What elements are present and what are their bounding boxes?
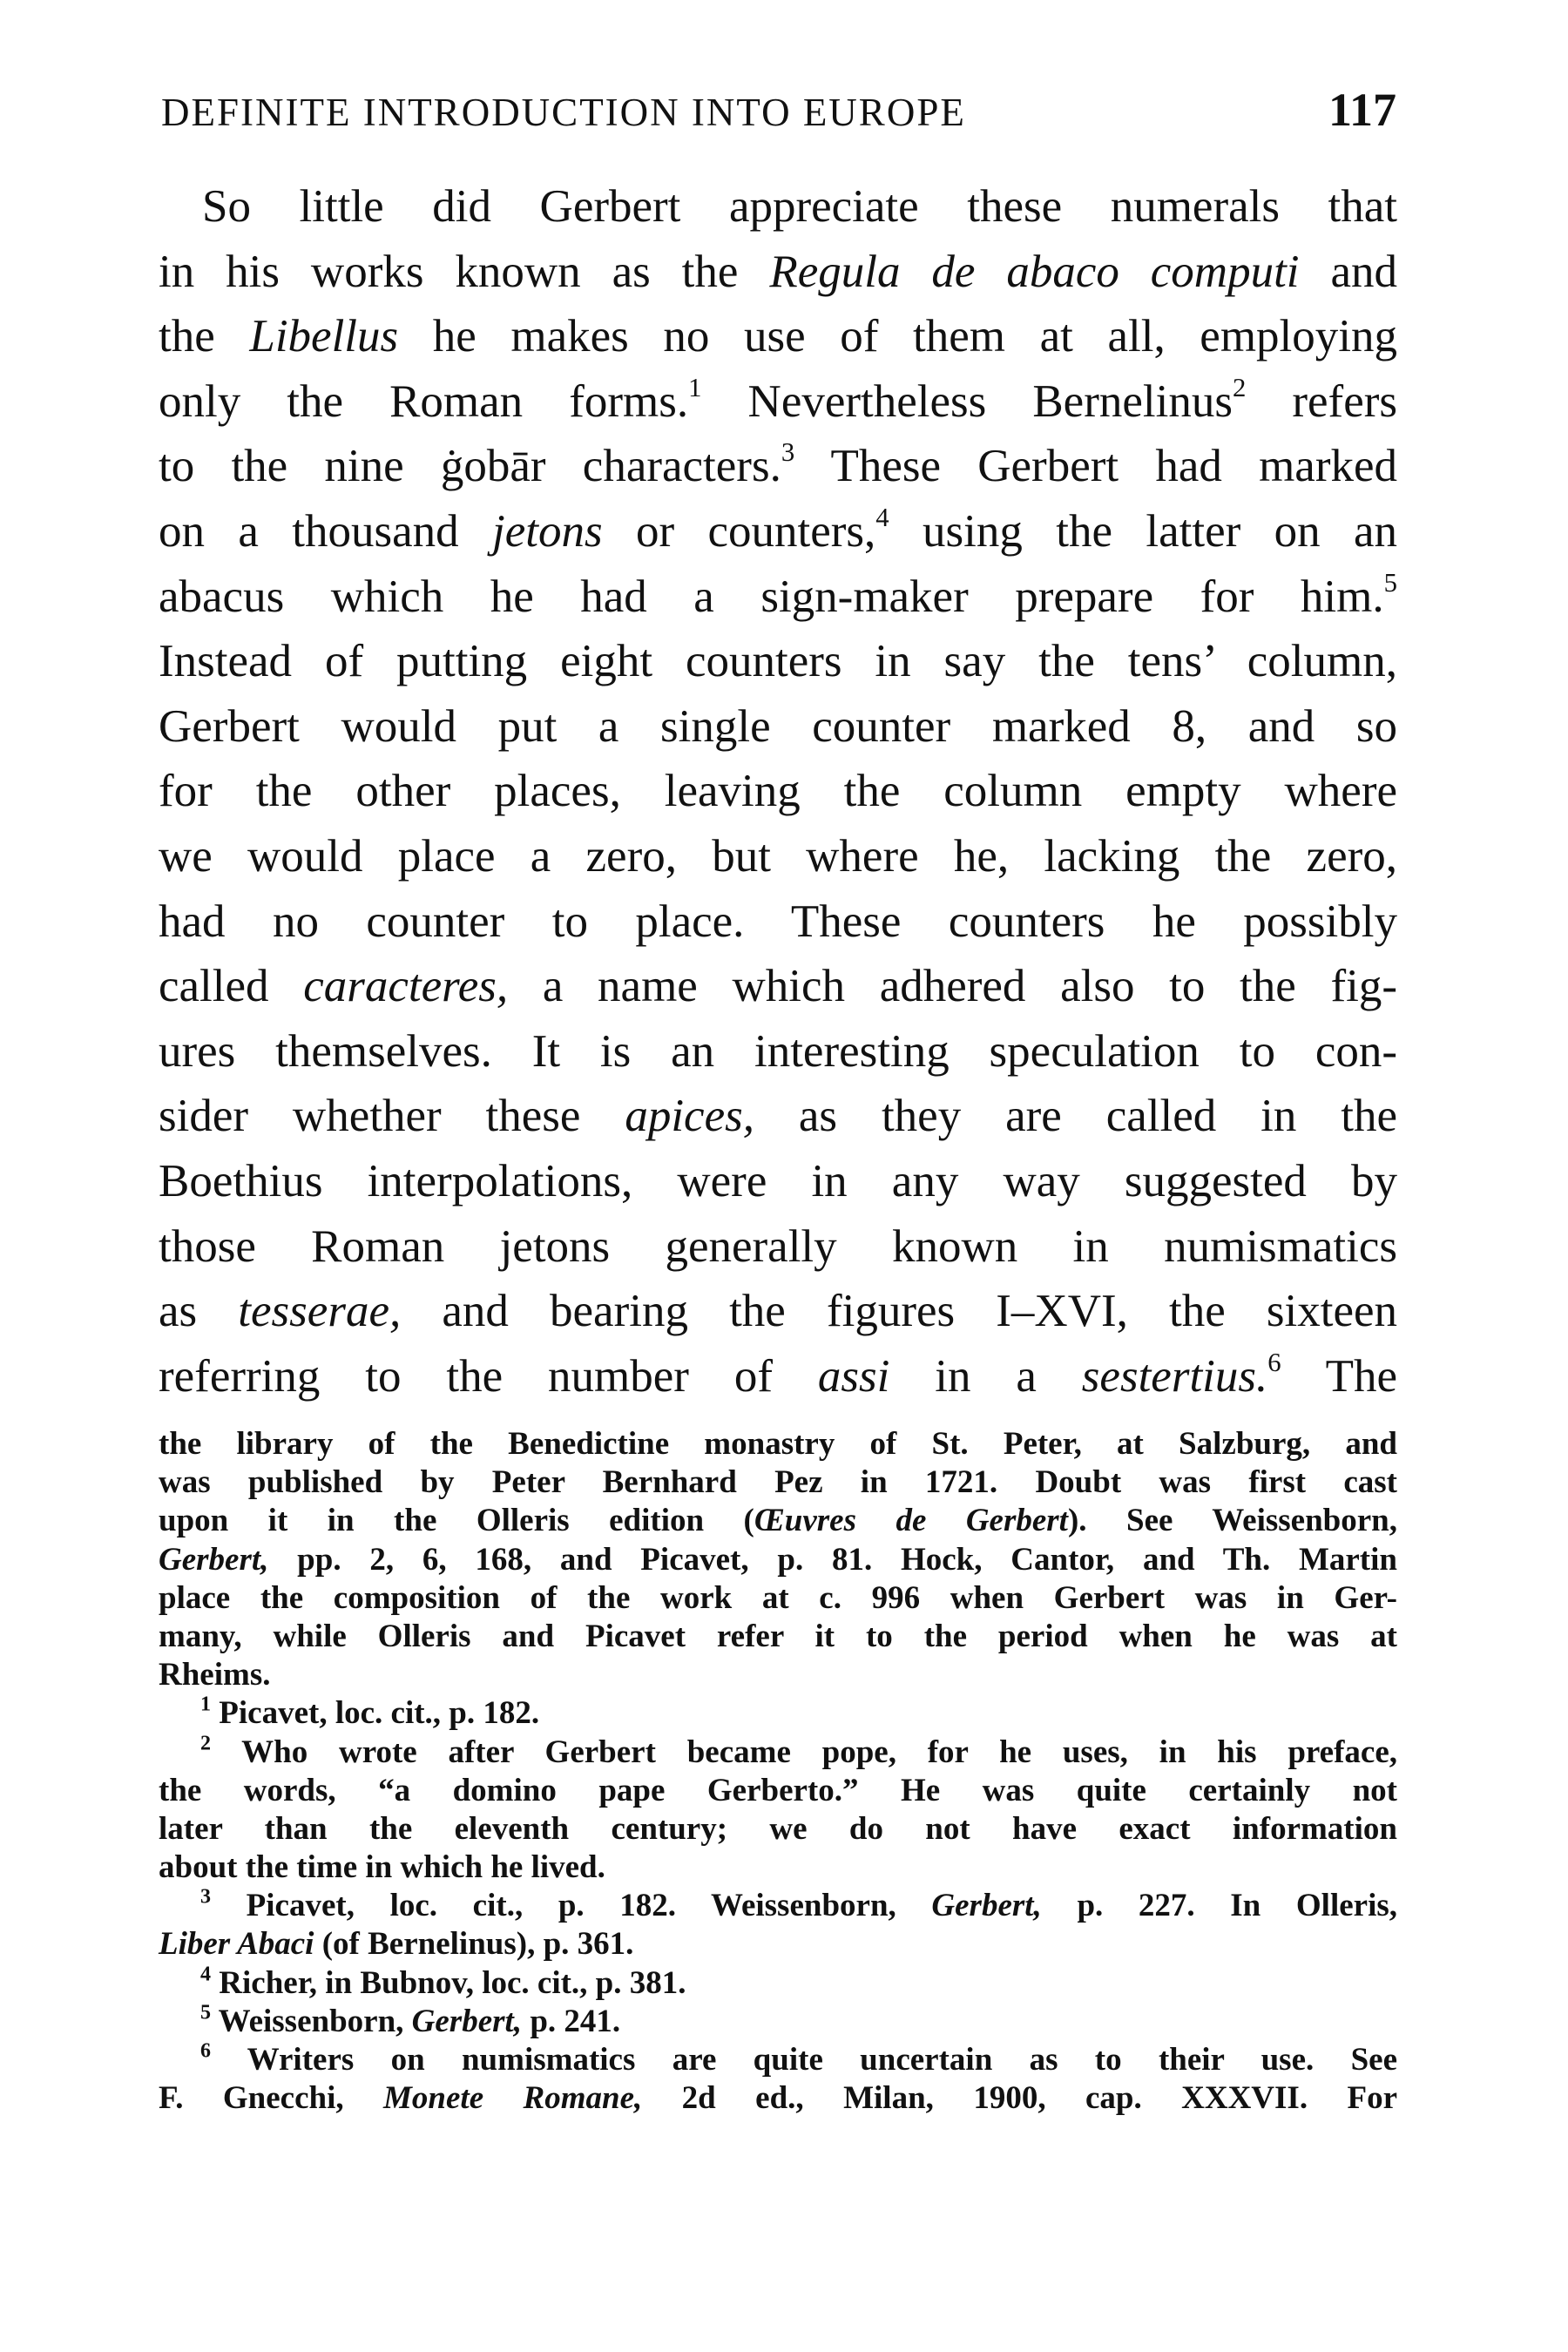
- footnote-number: 1: [200, 1693, 212, 1716]
- text-line: had no counter to place. These counters he possibly: [159, 896, 1397, 947]
- footnote-ref: 4: [875, 502, 889, 532]
- text-line: referring to the number of assi in a sestertius.$^6$ The: [159, 1347, 1397, 1402]
- footnote-number: 2: [200, 1732, 212, 1755]
- footnote-6: $^6$ Writers on numismatics are quite uncertain as to their use. See: [200, 2039, 1397, 2078]
- text-line: as tesserae, and bearing the figures I–XVI, the sixteen: [159, 1286, 1398, 1337]
- text-line: So little did Gerbert appreciate these numerals that: [202, 181, 1397, 232]
- footnote-line: Gerbert, pp. 2, 6, 168, and Picavet, p. 81. Hock, Cantor, and Th. Martin: [159, 1541, 1397, 1578]
- text-line: Gerbert would put a single counter marked 8, and so: [159, 700, 1397, 752]
- text-line: Boethius interpolations, were in any way suggested by: [159, 1155, 1397, 1206]
- footnote-5: $^5$ Weissenborn, Gerbert, p. 241.: [200, 2001, 621, 2039]
- text-line: in his works known as the Regula de abaco computi and: [159, 246, 1397, 297]
- footnote-line: was published by Peter Bernhard Pez in 1721. Doubt was first cast: [159, 1464, 1397, 1501]
- text-line: to the nine ġobār characters.$^3$ These Gerbert had marked: [159, 437, 1397, 492]
- footnote-1: $^1$ Picavet, loc. cit., p. 182.: [200, 1693, 540, 1732]
- footnote-line: the library of the Benedictine monastry of St. Peter, at Salzburg, and: [159, 1426, 1397, 1462]
- footnote-ref: 2: [1232, 372, 1247, 402]
- footnote-line: Liber Abaci (of Bernelinus), p. 361.: [159, 1926, 634, 1963]
- text-line: the Libellus he makes no use of them at all, employing: [159, 311, 1397, 362]
- footnote-line: upon it in the Olleris edition (Œuvres de Gerbert). See Weissenborn,: [159, 1503, 1397, 1539]
- text-line: only the Roman forms.$^1$ Nevertheless Bernelinus$^2$ refers: [159, 372, 1397, 427]
- text-line: ures themselves. It is an interesting speculation to con-: [159, 1025, 1397, 1077]
- page-number: 117: [1328, 84, 1396, 136]
- text-line: for the other places, leaving the column empty where: [159, 766, 1397, 817]
- text-line: Instead of putting eight counters in say the tens’ column,: [159, 636, 1397, 687]
- running-head: [161, 84, 1396, 139]
- text-line: we would place a zero, but where he, lacking the zero,: [159, 830, 1397, 882]
- text-line: abacus which he had a sign-maker prepare for him.$^5$: [159, 567, 1397, 622]
- footnote-line: Rheims.: [159, 1657, 271, 1693]
- footnote-number: 6: [200, 2039, 212, 2063]
- footnote-line: the words, “a domino pape Gerberto.” He was quite certainly not: [159, 1772, 1397, 1808]
- footnotes: [159, 1425, 1397, 2118]
- text-line: called caracteres, a name which adhered also to the fig-: [159, 961, 1397, 1012]
- work-title: Libellus: [249, 311, 399, 362]
- footnote-number: 4: [200, 1963, 212, 1986]
- running-title: DEFINITE INTRODUCTION INTO EUROPE: [161, 91, 966, 134]
- footnote-line: later than the eleventh century; we do not have exact information: [159, 1810, 1397, 1847]
- work-title: Regula de abaco computi: [769, 246, 1300, 297]
- footnote-2: $^2$ Who wrote after Gerbert became pope, for he uses, in his preface,: [200, 1732, 1397, 1770]
- footnote-3: $^3$ Picavet, loc. cit., p. 182. Weissenborn, Gerbert, p. 227. In Olleris,: [200, 1885, 1397, 1924]
- footnote-ref: 5: [1383, 567, 1397, 598]
- footnote-line: many, while Olleris and Picavet refer it to the period when he was at: [159, 1618, 1397, 1654]
- footnote-number: 5: [200, 2001, 212, 2024]
- footnote-number: 3: [200, 1885, 212, 1909]
- text-line: those Roman jetons generally known in numismatics: [159, 1220, 1397, 1272]
- footnote-line: about the time in which he lived.: [159, 1849, 605, 1886]
- text-line: on a thousand jetons or counters,$^4$ using the latter on an: [159, 502, 1397, 557]
- footnote-4: $^4$ Richer, in Bubnov, loc. cit., p. 381.: [200, 1963, 686, 2001]
- main-text: [159, 174, 1397, 1409]
- footnote-ref: 6: [1267, 1347, 1281, 1377]
- text-line: sider whether these apices, as they are called in the: [159, 1091, 1397, 1142]
- footnote-line: place the composition of the work at c. 996 when Gerbert was in Ger-: [159, 1579, 1397, 1616]
- footnote-ref: 3: [781, 437, 795, 468]
- footnote-ref: 1: [688, 372, 702, 402]
- footnote-line: F. Gnecchi, Monete Romane, 2d ed., Milan, 1900, cap. XXXVII. For: [159, 2080, 1398, 2117]
